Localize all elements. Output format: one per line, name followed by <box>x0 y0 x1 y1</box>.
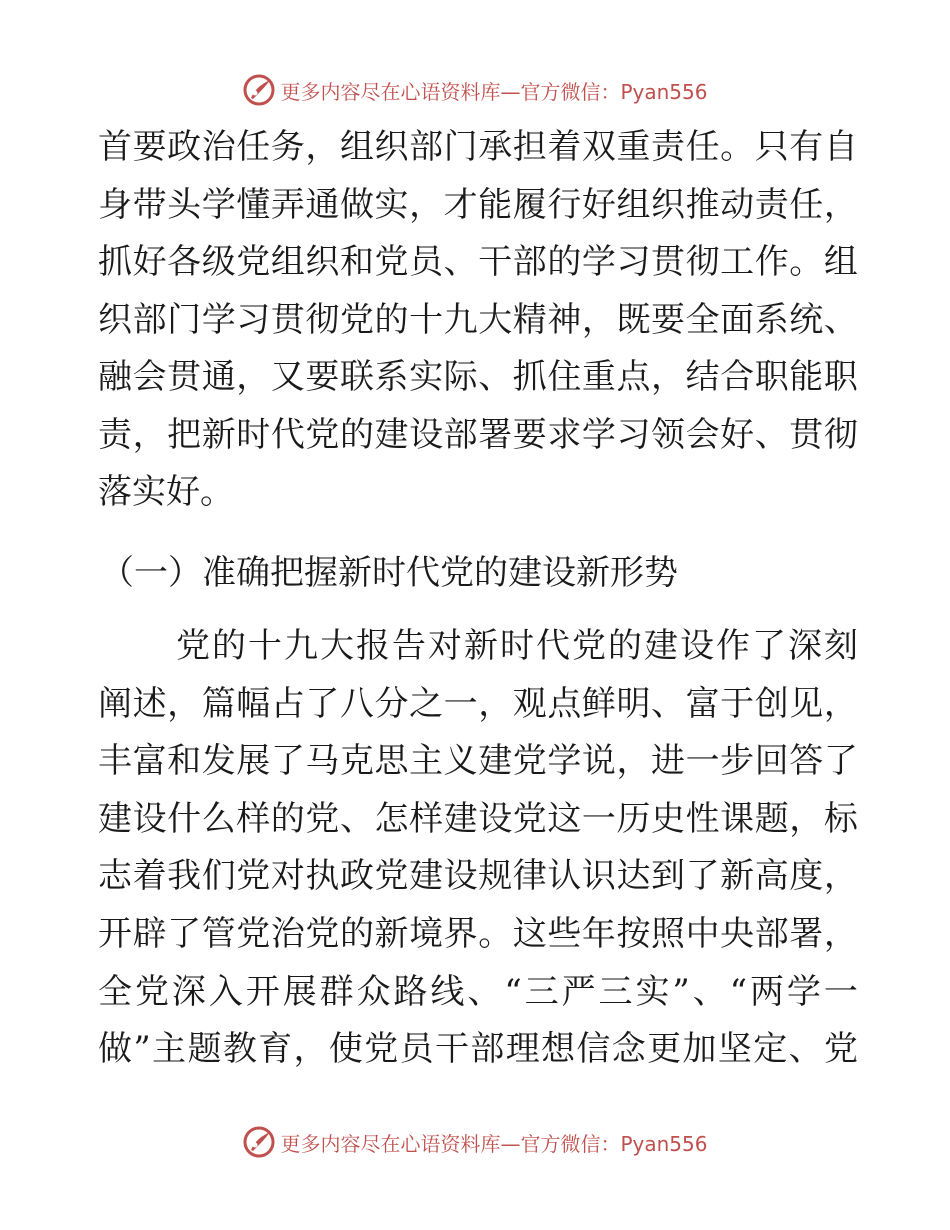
text-line: 党 的 十 九 大 报 告 对 新 时 代 党 的 建 设 作 了 深 刻 <box>176 626 858 666</box>
text-line: 志 着 我 们 党 对 执 政 党 建 设 规 律 认 识 达 到 了 新 高 度 ， <box>98 856 858 897</box>
text-line: 首 要 政 治 任 务 ， 组 织 部 门 承 担 着 双 重 责 任 。 只 有 自 <box>98 127 858 167</box>
header-watermark-banner <box>0 70 950 110</box>
text-line: 织 部 门 学 习 贯 彻 党 的 十 九 大 精 神 ， 既 要 全 面 系 统 、 <box>98 299 858 340</box>
footer-watermark-text: 更多内容尽在心语资料库—官方微信：Pyan556 <box>280 1131 708 1156</box>
text-line: 开 辟 了 管 党 治 党 的 新 境 界 。 这 些 年 按 照 中 央 部 署 ， <box>98 914 858 954</box>
header-watermark-text: 更多内容尽在心语资料库—官方微信：Pyan556 <box>280 79 708 104</box>
feather-logo-icon <box>242 1125 276 1159</box>
text-line: 身 带 头 学 懂 弄 通 做 实 ， 才 能 履 行 好 组 织 推 动 责 任 ， <box>98 184 858 225</box>
text-line: 责 ， 把 新 时 代 党 的 建 设 部 署 要 求 学 习 领 会 好 、 贯 彻 <box>98 414 858 455</box>
text-line: 丰 富 和 发 展 了 马 克 思 主 义 建 党 学 说 ， 进 一 步 回 答 了 <box>98 741 858 782</box>
text-line: 做 ” 主 题 教 育 ， 使 党 员 干 部 理 想 信 念 更 加 坚 定 、 党 <box>98 1029 858 1070</box>
text-line: 落实好。 <box>98 472 234 512</box>
text-line: 抓 好 各 级 党 组 织 和 党 员 、 干 部 的 学 习 贯 彻 工 作 。 组 <box>98 242 858 282</box>
section-heading: （一）准确把握新时代党的建设新形势 <box>100 553 678 593</box>
feather-logo-icon <box>242 73 276 107</box>
text-line: 阐 述 ， 篇 幅 占 了 八 分 之 一 ， 观 点 鲜 明 、 富 于 创 见 ， <box>98 683 858 724</box>
text-line: 融 会 贯 通 ， 又 要 联 系 实 际 、 抓 住 重 点 ， 结 合 职 能 职 <box>98 357 858 397</box>
text-line: 建 设 什 么 样 的 党 、 怎 样 建 设 党 这 一 历 史 性 课 题 ， 标 <box>98 798 858 839</box>
text-line: 全 党 深 入 开 展 群 众 路 线 、 “ 三 严 三 实 ” 、 “ 两 学 一 <box>98 971 858 1012</box>
footer-watermark-banner <box>0 1122 950 1162</box>
